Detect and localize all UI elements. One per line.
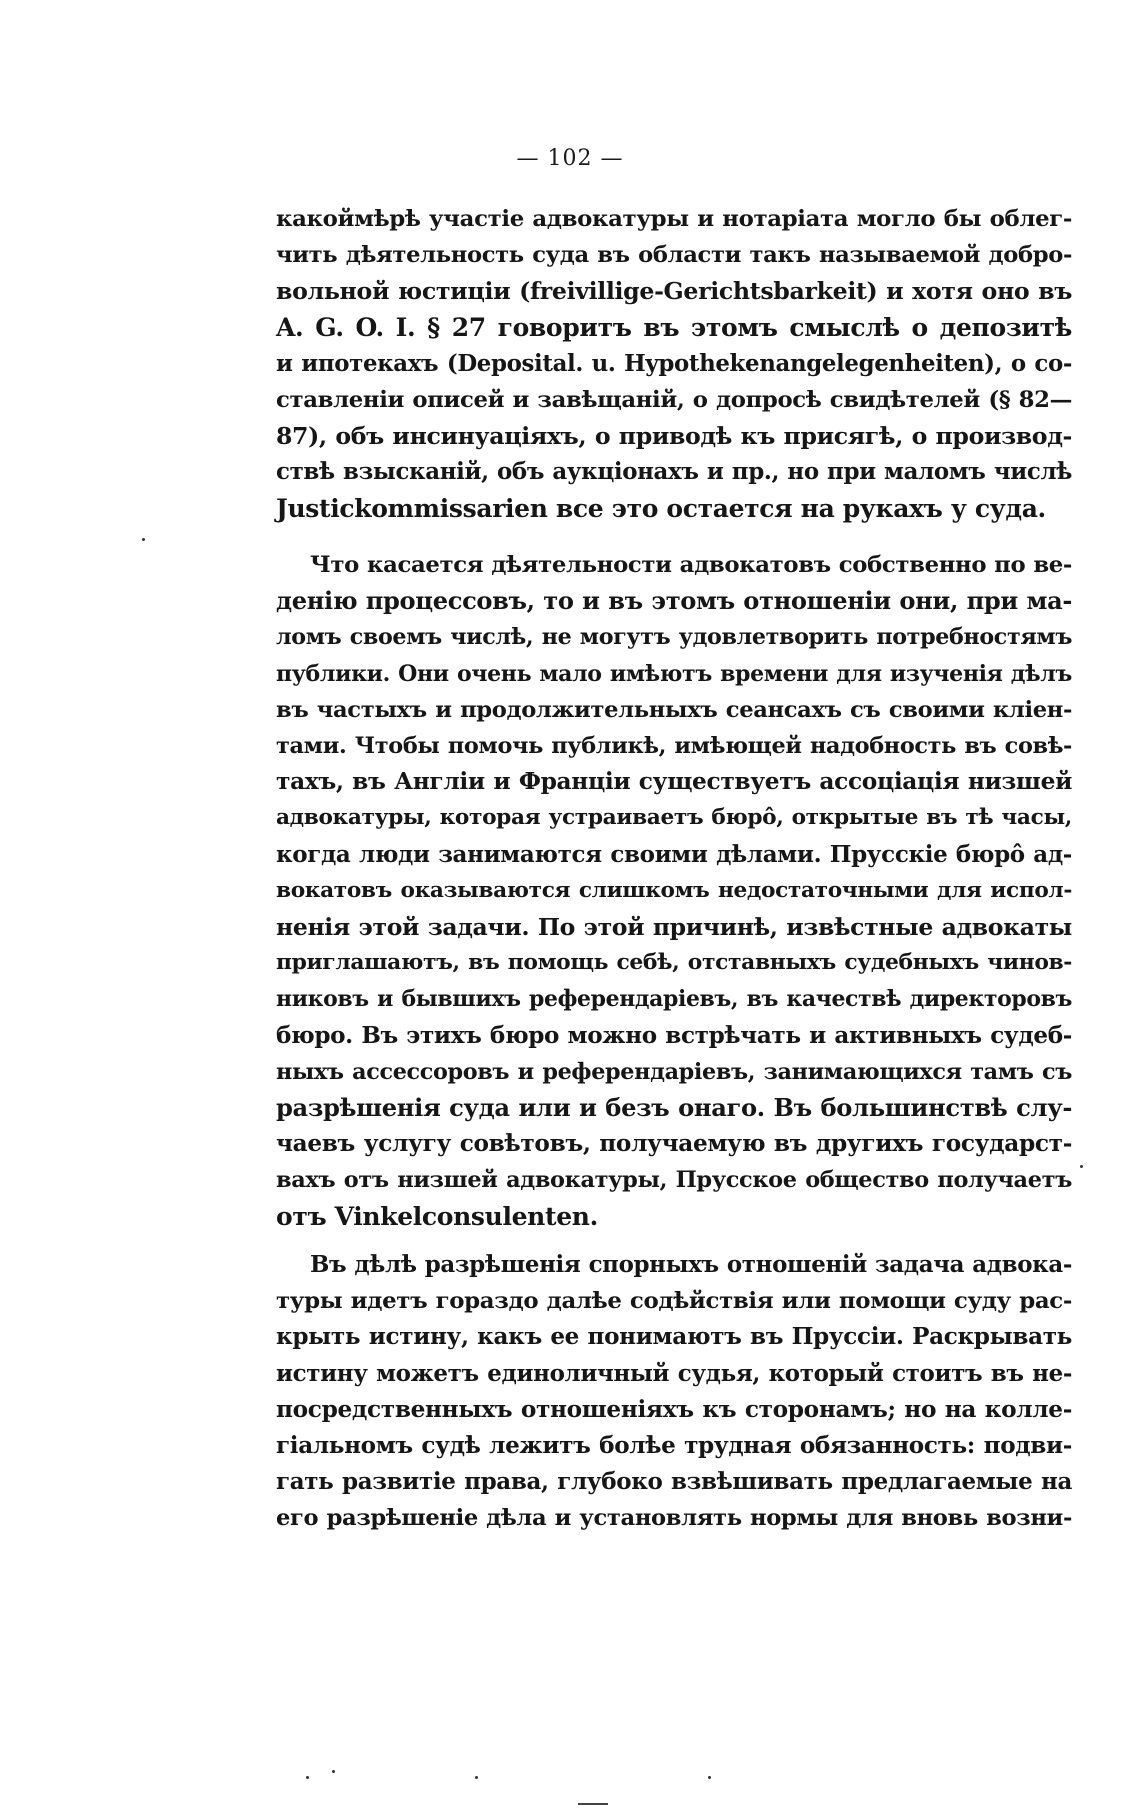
paragraph-line: бюро. Въ этихъ бюро можно встрѣчать и активныхъ судеб- — [276, 1021, 1072, 1049]
paragraph-line: чаевъ услугу совѣтовъ, получаемую въ другихъ государст- — [276, 1130, 1072, 1158]
paragraph-line: Что касается дѣятельности адвокатовъ собственно по ве- — [310, 552, 1072, 578]
paragraph-line: 87), объ инсинуаціяхъ, о приводѣ къ присягѣ, о производ- — [276, 422, 1072, 451]
paragraph-line: туры идетъ гораздо далѣе содѣйствія или помощи суду рас- — [276, 1288, 1072, 1315]
paragraph-line: вахъ отъ низшей адвокатуры, Прусское общество получаетъ — [276, 1167, 1072, 1194]
paragraph-line: тами. Чтобы помочь публикѣ, имѣющей надобность въ совѣ- — [276, 733, 1072, 760]
paragraph-line: въ частыхъ и продолжительныхъ сеансахъ съ своими кліен- — [276, 696, 1072, 723]
paragraph-line: ненія этой задачи. По этой причинѣ, извѣстные адвокаты — [276, 913, 1072, 942]
paragraph-line: адвокатуры, которая устраиваетъ бюрô, открытые въ тѣ часы, — [276, 805, 1072, 831]
paragraph-line: разрѣшенія суда или и безъ онаго. Въ большинствѣ слу- — [276, 1093, 1072, 1123]
paragraph-line: A. G. O. I. § 27 говоритъ въ этомъ смыслѣ о депозитѣ — [276, 312, 1072, 342]
paragraph-line: ставленіи описей и завѣщаній, о допросѣ свидѣтелей (§ 82— — [276, 387, 1072, 414]
paragraph-3 — [276, 1247, 1072, 1537]
scan-speck — [708, 1776, 711, 1779]
paragraph-line: публики. Они очень мало имѣютъ времени для изученія дѣлъ — [276, 660, 1072, 687]
paragraph-line: когда люди занимаются своими дѣлами. Прусскіе бюрô ад- — [276, 840, 1072, 868]
scan-mark — [578, 1803, 608, 1805]
paragraph-line: Justickommissarien все это остается на рукахъ у суда. — [276, 493, 1046, 523]
paragraph-line: ствѣ взысканій, объ аукціонахъ и пр., но при маломъ числѣ — [276, 458, 1072, 486]
scan-speck — [142, 538, 145, 541]
paragraph-line: приглашаютъ, въ помощь себѣ, отставныхъ судебныхъ чинов- — [276, 950, 1072, 976]
paragraph-line: Въ дѣлѣ разрѣшенія спорныхъ отношеній задача адвока- — [310, 1251, 1072, 1278]
paragraph-line: ныхъ ассессоровъ и референдаріевъ, занимающихся тамъ съ — [276, 1058, 1072, 1085]
paragraph-line: истину можетъ единоличный судья, который стоитъ въ не- — [276, 1359, 1072, 1387]
paragraph-line: гіальномъ судѣ лежитъ болѣе трудная обязанность: подви- — [276, 1432, 1072, 1460]
paragraph-line: его разрѣшеніе дѣла и установлять нормы для вновь возни- — [276, 1505, 1072, 1532]
paragraph-line: тахъ, въ Англіи и Франціи существуетъ ассоціація низшей — [276, 768, 1072, 796]
scan-speck — [1080, 1165, 1083, 1168]
paragraph-line: посредственныхъ отношеніяхъ къ сторонамъ; но на колле- — [276, 1395, 1072, 1423]
paragraph-line: денію процессовъ, то и въ этомъ отношеніи они, при ма- — [276, 586, 1072, 616]
scan-speck — [306, 1776, 309, 1779]
paragraph-line: гать развитіе права, глубоко взвѣшивать предлагаемые на — [276, 1468, 1072, 1496]
paragraph-line: и ипотекахъ (Deposital. u. Hypothekenangelegenheiten), о со- — [276, 350, 1072, 377]
paragraph-line: какоймѣрѣ участіе адвокатуры и нотаріата могло бы облег- — [276, 206, 1072, 232]
paragraph-line: вольной юстиціи (freivillige-Gerichtsbarkeit) и хотя оно въ — [276, 277, 1072, 306]
paragraph-line: крыть истину, какъ ее понимаютъ въ Пруссіи. Раскрывать — [276, 1323, 1072, 1351]
page-number: — 102 — — [516, 146, 624, 171]
paragraph-line: чить дѣятельность суда въ области такъ называемой добро- — [276, 242, 1072, 269]
scan-speck — [475, 1776, 478, 1779]
paragraph-line: отъ Vinkelconsulenten. — [276, 1201, 598, 1231]
paragraph-line: вокатовъ оказываются слишкомъ недостаточными для испол- — [276, 877, 1072, 903]
paragraph-1 — [276, 201, 1072, 527]
paragraph-2 — [276, 547, 1072, 1235]
scan-speck — [332, 1770, 335, 1773]
paragraph-line: никовъ и бывшихъ референдаріевъ, въ качествѣ директоровъ — [276, 986, 1072, 1013]
paragraph-line: ломъ своемъ числѣ, не могутъ удовлетворить потребностямъ — [276, 624, 1072, 651]
